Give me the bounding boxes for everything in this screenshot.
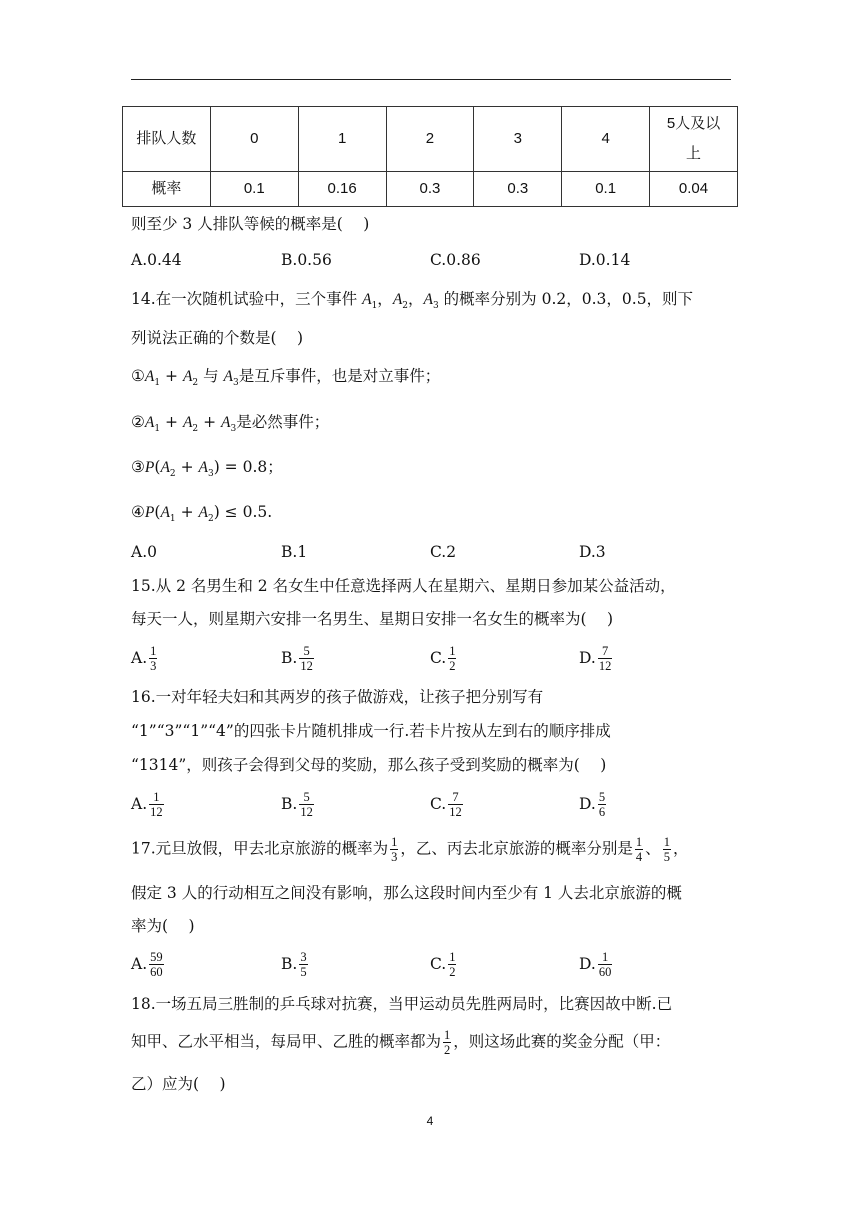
q13-options (131, 249, 731, 289)
q14-statement-2: $②A_1 + A_2 + A_3$是必然事件； (131, 413, 330, 435)
q17-option-b[interactable]: B. $\frac{3}{5}$ (281, 949, 307, 979)
table-cell: 排队人数 (123, 107, 211, 172)
q17-stem-line2: 假定 3 人的行动相互之间没有影响，那么这段时间内至少有 1 人去北京旅游的概 (131, 884, 682, 902)
q16-stem-line1: 16.一对年轻夫妇和其两岁的孩子做游戏，让孩子把分别写有 (131, 688, 544, 706)
table-cell: 2 (386, 107, 474, 172)
q14-s3-formula: $P(A_2 + A_3)$ (144, 458, 225, 480)
q15-option-b[interactable]: B. $\frac{5}{12}$ (281, 643, 313, 673)
q15-stem-line2: 每天一人，则星期六安排一名男生、星期日安排一名女生的概率为( ) (131, 610, 614, 628)
q18-text-b: ，则这场此赛的奖金分配（甲： (453, 1032, 671, 1051)
q16-option-c[interactable]: C. $\frac{7}{12}$ (430, 789, 462, 819)
q17-text-a: 17.元旦放假，甲去北京旅游的概率为 (131, 839, 389, 858)
q14-s1-formula: $A_1 + A_2$ 与 $A_3$ (144, 367, 239, 389)
q18-text-a: 知甲、乙水平相当，每局甲、乙胜的概率都为 (131, 1032, 442, 1051)
table-cell: 0.16 (298, 172, 386, 207)
q18-stem-line1: 18.一场五局三胜制的乒乓球对抗赛，当甲运动员先胜两局时，比赛因故中断.已 (131, 995, 673, 1013)
table-cell: 0.04 (650, 172, 738, 207)
fraction: $\frac{1}{3}$ (391, 835, 398, 864)
q13-option-d[interactable]: D.0.14 (579, 251, 631, 269)
table-cell: 0.1 (562, 172, 650, 207)
q13-stem: 则至少 3 人排队等候的概率是( ) (131, 215, 370, 233)
fraction: $\frac{1}{2}$ (449, 643, 456, 673)
q15-stem-line1: 15.从 2 名男生和 2 名女生中任意选择两人在星期六、星期日参加某公益活动， (131, 577, 676, 595)
q14-s3-value: = 0.8 (224, 458, 268, 476)
q13-option-b[interactable]: B.0.56 (281, 251, 332, 269)
q17-options (131, 944, 731, 984)
fraction: $\frac{3}{5}$ (300, 949, 307, 979)
fraction: $\frac{5}{12}$ (300, 643, 313, 673)
fraction: $\frac{1}{12}$ (150, 789, 163, 819)
q14-option-d[interactable]: D.3 (579, 543, 606, 561)
table-cell: 5人及以上 (650, 107, 738, 172)
table-cell: 3 (474, 107, 562, 172)
q14-s1-text: 是互斥事件，也是对立事件； (238, 367, 441, 385)
fraction: $\frac{1}{5}$ (663, 835, 670, 864)
table-cell: 0 (210, 107, 298, 172)
q16-option-d[interactable]: D. $\frac{5}{6}$ (579, 789, 606, 819)
fraction: $\frac{1}{60}$ (598, 949, 612, 979)
q14-stem-text-b: 的概率分别为 0.2，0.3，0.5，则下 (443, 290, 694, 308)
fraction: $\frac{1}{2}$ (449, 949, 456, 979)
q15-option-d[interactable]: D. $\frac{7}{12}$ (579, 643, 612, 673)
table-row (123, 107, 738, 172)
q14-statement-3: $③P(A_2 + A_3) = 0.8$； (131, 458, 283, 480)
q14-statement-1: $①A_1 + A_2$ 与 $A_3$是互斥事件，也是对立事件； (131, 367, 441, 389)
q17-option-c[interactable]: C. $\frac{1}{2}$ (430, 949, 456, 979)
q14-option-a[interactable]: A.0 (131, 543, 157, 561)
q14-statement-4: $④P(A_1 + A_2) \le 0.5$. (131, 503, 273, 525)
q16-stem-line2: “1”“3”“1”“4”的四张卡片随机排成一行.若卡片按从左到右的顺序排成 (131, 722, 611, 740)
queue-probability-table (122, 106, 738, 207)
q14-s2-text: 是必然事件； (236, 413, 330, 431)
fraction: $\frac{5}{12}$ (300, 789, 313, 819)
fraction: $\frac{1}{4}$ (635, 835, 643, 864)
q13-option-a[interactable]: A.0.44 (131, 251, 182, 269)
q15-option-a[interactable]: A. $\frac{1}{3}$ (131, 643, 157, 673)
table-cell: 0.1 (210, 172, 298, 207)
header-rule (131, 79, 731, 80)
q17-stem-line3: 率为( ) (131, 917, 195, 935)
q16-stem-line3: “1314”，则孩子会得到父母的奖励，那么孩子受到奖励的概率为( ) (131, 756, 607, 774)
q14-events-formula: $A_1$，$A_2$，$A_3$ (362, 290, 439, 312)
table-row (123, 172, 738, 207)
fraction: $\frac{59}{60}$ (150, 949, 163, 979)
fraction: $\frac{7}{12}$ (598, 643, 612, 673)
q14-s4-formula: $P(A_1 + A_2)$ (144, 503, 225, 525)
q18-stem-line2 (131, 1028, 670, 1057)
q14-option-b[interactable]: B.1 (281, 543, 308, 561)
q14-stem-text: 14.在一次随机试验中，三个事件 (131, 290, 358, 308)
table-cell: 1 (298, 107, 386, 172)
q17-text-b: ，乙、丙去北京旅游的概率分别是 (400, 839, 633, 858)
q13-option-c[interactable]: C.0.86 (430, 251, 481, 269)
q17-option-d[interactable]: D. $\frac{1}{60}$ (579, 949, 612, 979)
fraction: $\frac{1}{3}$ (150, 643, 157, 673)
q18-stem-line3: 乙）应为( ) (131, 1075, 226, 1093)
q14-option-c[interactable]: C.2 (430, 543, 457, 561)
q14-stem-line2: 列说法正确的个数是( ) (131, 329, 304, 347)
q14-s4-value: ≤ 0.5 (224, 503, 268, 521)
q14-stem-line1 (131, 288, 693, 317)
q17-option-a[interactable]: A. $\frac{59}{60}$ (131, 949, 163, 979)
q16-option-a[interactable]: A. $\frac{1}{12}$ (131, 789, 163, 819)
table-cell: 概率 (123, 172, 211, 207)
table-cell: 0.3 (474, 172, 562, 207)
q17-stem-line1: 17.元旦放假，甲去北京旅游的概率为 $\frac{1}{3}$ ，乙、丙去北京旅游的概率分别是 $\frac{1}{4}$ 、 $\frac{1}{5}$ ， (131, 835, 689, 864)
q15-option-c[interactable]: C. $\frac{1}{2}$ (430, 643, 456, 673)
q16-options (131, 784, 731, 824)
page-number: 4 (426, 1114, 434, 1128)
table-cell: 4 (562, 107, 650, 172)
q15-options (131, 638, 731, 678)
fraction: $\frac{1}{2}$ (444, 1028, 451, 1057)
table-cell: 0.3 (386, 172, 474, 207)
q16-option-b[interactable]: B. $\frac{5}{12}$ (281, 789, 313, 819)
q14-s2-formula: $A_1 + A_2 + A_3$ (144, 413, 237, 435)
fraction: $\frac{5}{6}$ (598, 789, 606, 819)
fraction: $\frac{7}{12}$ (449, 789, 462, 819)
